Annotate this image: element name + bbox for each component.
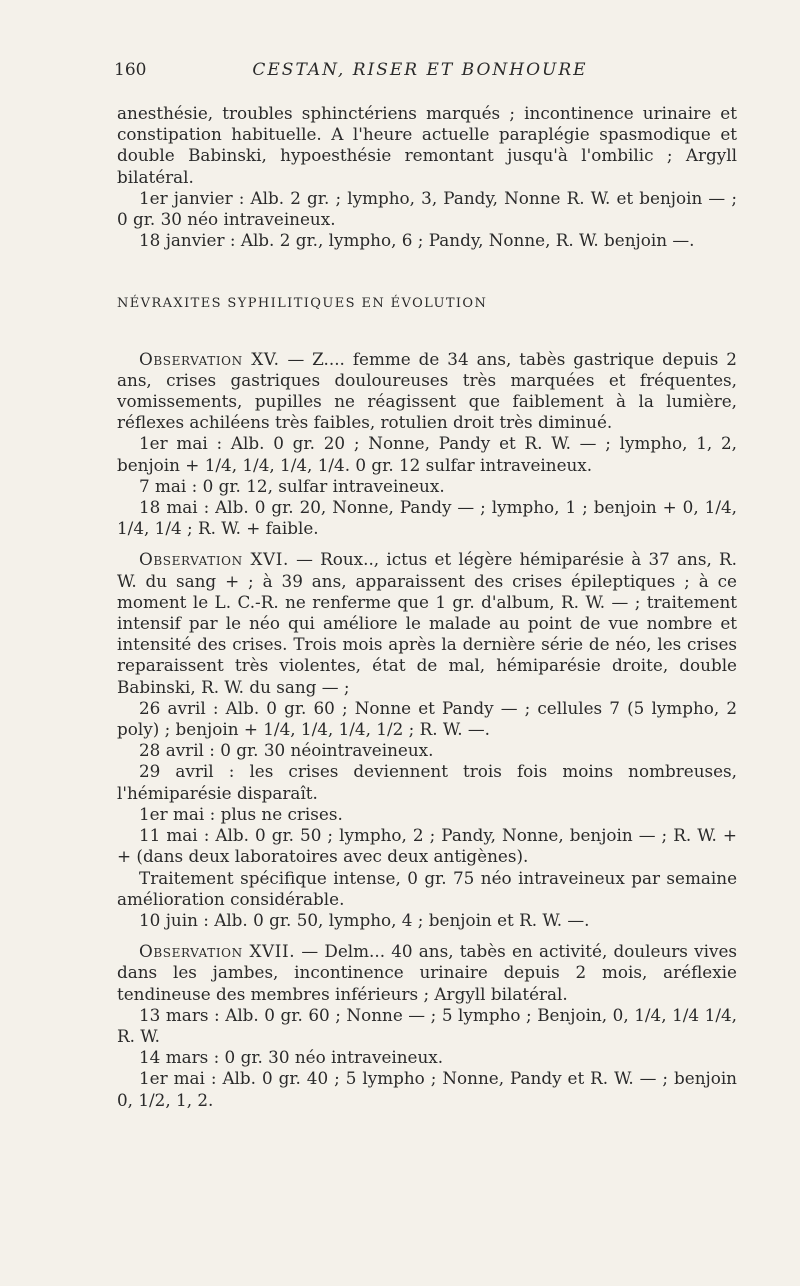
paragraph: 11 mai : Alb. 0 gr. 50 ; lympho, 2 ; Pandy, Nonne, benjoin — ; R. W. + + (dans deux laboratoires avec deux antigènes). [117,825,737,867]
observation-label: Observation XV. [139,348,280,369]
body-text [117,103,737,1111]
page-number: 160 [114,60,147,80]
observation-xvi [117,549,737,697]
observation-xv [117,349,737,434]
paragraph: 29 avril : les crises deviennent trois fois moins nombreuses, l'hémiparésie disparaît. [117,761,737,803]
paragraph: 13 mars : Alb. 0 gr. 60 ; Nonne — ; 5 lympho ; Benjoin, 0, 1/4, 1/4 1/4, R. W. [117,1004,737,1046]
paragraph: 1er mai : Alb. 0 gr. 20 ; Nonne, Pandy et R. W. — ; lympho, 1, 2, benjoin + 1/4, 1/4, 1/4, 1/4. 0 gr. 12 sulfar intraveineux. [117,433,737,475]
paragraph: 28 avril : 0 gr. 30 néointraveineux. [139,740,434,761]
observation-label: Observation XVI. [139,549,289,570]
observation-label: Observation XVII. [139,941,296,962]
observation-xvii [117,941,737,1005]
paragraph: 1er mai : plus ne crises. [139,803,343,824]
paragraph: 14 mars : 0 gr. 30 néo intraveineux. [139,1047,444,1068]
paragraph: 7 mai : 0 gr. 12, sulfar intraveineux. [139,475,445,496]
observation-text: — Roux.., ictus et légère hémiparésie à 37 ans, R. W. du sang + ; à 39 ans, apparaissent des crises épileptiques ; à ce moment le L. C.-R. ne renferme que 1 gr. d'album, R. W. — ; traitement intensif par le néo qui améliore le malade au point de vue nombre et intensité des crises. Trois mois après la dernière série de néo, les crises reparaissent très violentes, état de mal, hémiparésie droite, double Babinski, R. W. du sang — ; [117,549,737,697]
paragraph: 1er mai : Alb. 0 gr. 40 ; 5 lympho ; Nonne, Pandy et R. W. — ; benjoin 0, 1/2, 1, 2. [117,1068,737,1110]
paragraph: 26 avril : Alb. 0 gr. 60 ; Nonne et Pandy — ; cellules 7 (5 lympho, 2 poly) ; benjoin + 1/4, 1/4, 1/4, 1/2 ; R. W. —. [117,697,737,740]
running-header [0,60,800,86]
paragraph: 18 janvier : Alb. 2 gr., lympho, 6 ; Pandy, Nonne, R. W. benjoin —. [139,230,695,251]
paragraph: Traitement spécifique intense, 0 gr. 75 néo intraveineux par semaine amélioration considérable. [117,867,737,909]
observation-text: — Delm... 40 ans, tabès en activité, douleurs vives dans les jambes, incontinence urinaire depuis 2 mois, aréflexie tendineuse des membres inférieurs ; Argyll bilatéral. [117,941,737,1004]
paragraph: anesthésie, troubles sphinctériens marqués ; incontinence urinaire et constipation habituelle. A l'heure actuelle paraplégie spasmodique et double Babinski, hypoesthésie remontant jusqu'à l'ombilic ; Argyll bilatéral. [117,103,737,187]
section-title: NÉVRAXITES SYPHILITIQUES EN ÉVOLUTION [117,296,488,312]
paragraph: 10 juin : Alb. 0 gr. 50, lympho, 4 ; benjoin et R. W. —. [139,909,590,930]
running-title: CESTAN, RISER ET BONHOURE [252,60,588,80]
paragraph: 18 mai : Alb. 0 gr. 20, Nonne, Pandy — ; lympho, 1 ; benjoin + 0, 1/4, 1/4, 1/4 ; R. W. + faible. [117,497,737,539]
observation-text: — Z.... femme de 34 ans, tabès gastrique depuis 2 ans, crises gastriques douloureuses très marquées et fréquentes, vomissements, pupilles ne réagissent que faiblement à la lumière, réflexes achiléens très faibles, rotulien droit très diminué. [117,348,737,433]
paragraph: 1er janvier : Alb. 2 gr. ; lympho, 3, Pandy, Nonne R. W. et benjoin — ; 0 gr. 30 néo intraveineux. [117,187,737,230]
